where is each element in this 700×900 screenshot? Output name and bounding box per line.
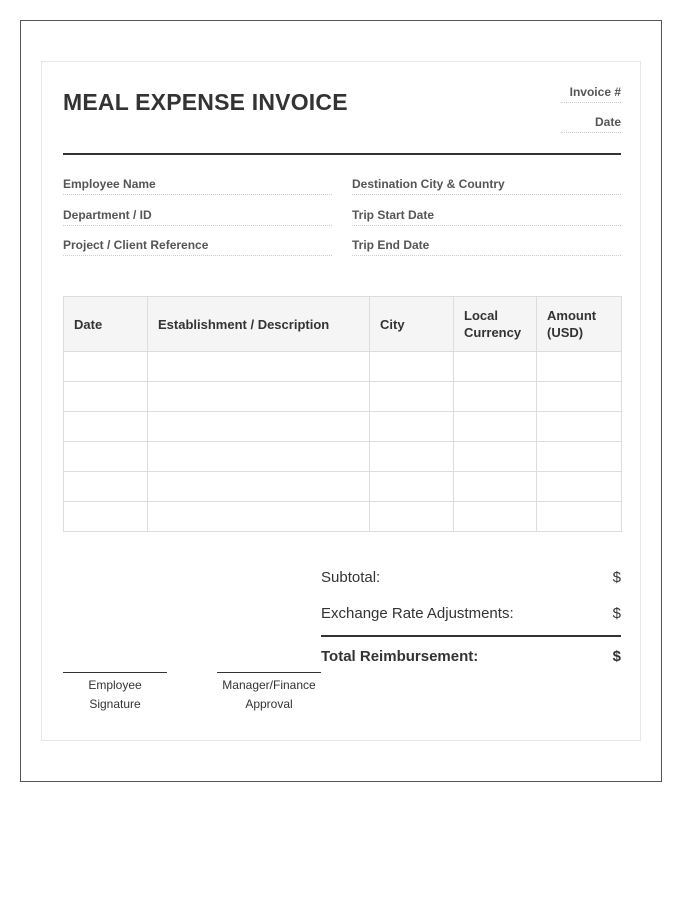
table-row: [64, 442, 622, 472]
table-cell[interactable]: [537, 502, 622, 532]
invoice-number-field[interactable]: Invoice #: [561, 85, 621, 103]
table-row: [64, 412, 622, 442]
invoice-title: MEAL EXPENSE INVOICE: [63, 89, 348, 115]
totals-section: [321, 559, 621, 671]
project-reference-field[interactable]: Project / Client Reference: [63, 238, 332, 256]
table-cell[interactable]: [537, 442, 622, 472]
table-row: [64, 382, 622, 412]
table-cell[interactable]: [148, 472, 370, 502]
column-header-local-currency: Local Currency: [454, 297, 537, 352]
table-cell[interactable]: [454, 502, 537, 532]
table-cell[interactable]: [370, 412, 454, 442]
table-cell[interactable]: [370, 442, 454, 472]
trip-end-date-field[interactable]: Trip End Date: [352, 238, 621, 256]
trip-start-date-field[interactable]: Trip Start Date: [352, 208, 621, 226]
table-row: [64, 472, 622, 502]
table-cell[interactable]: [454, 412, 537, 442]
table-cell[interactable]: [370, 502, 454, 532]
table-cell[interactable]: [537, 352, 622, 382]
table-body: [64, 352, 622, 532]
table-cell[interactable]: [370, 352, 454, 382]
table-cell[interactable]: [537, 472, 622, 502]
document-frame: [20, 20, 662, 782]
table-cell[interactable]: [148, 412, 370, 442]
column-header-description: Establishment / Description: [148, 297, 370, 352]
table-cell[interactable]: [64, 502, 148, 532]
table-cell[interactable]: [64, 472, 148, 502]
table-cell[interactable]: [537, 412, 622, 442]
employee-name-field[interactable]: Employee Name: [63, 177, 332, 195]
table-cell[interactable]: [64, 382, 148, 412]
table-cell[interactable]: [64, 442, 148, 472]
table-cell[interactable]: [370, 472, 454, 502]
invoice-sheet: [41, 61, 641, 741]
table-cell[interactable]: [454, 442, 537, 472]
table-cell[interactable]: [148, 442, 370, 472]
total-reimbursement-row: [321, 635, 621, 671]
table-cell[interactable]: [454, 382, 537, 412]
table-cell[interactable]: [537, 382, 622, 412]
invoice-date-field[interactable]: Date: [561, 115, 621, 133]
total-reimbursement-label: Total Reimbursement:: [321, 647, 479, 665]
table-cell[interactable]: [454, 352, 537, 382]
table-cell[interactable]: [64, 412, 148, 442]
table-cell[interactable]: [370, 382, 454, 412]
header-divider: [63, 153, 621, 155]
department-id-field[interactable]: Department / ID: [63, 208, 332, 226]
subtotal-row: [321, 559, 621, 595]
table-cell[interactable]: [148, 382, 370, 412]
subtotal-value[interactable]: $: [612, 568, 621, 586]
employee-signature-label-line1: Employee: [88, 678, 142, 692]
exchange-adjustment-row: [321, 595, 621, 631]
column-header-amount: Amount (USD): [537, 297, 622, 352]
table-row: [64, 352, 622, 382]
table-cell[interactable]: [148, 502, 370, 532]
manager-approval-label-line1: Manager/Finance: [222, 678, 316, 692]
table-cell[interactable]: [64, 352, 148, 382]
table-cell[interactable]: [148, 352, 370, 382]
exchange-adjustment-value[interactable]: $: [612, 604, 621, 622]
employee-signature-label-line2: Signature: [89, 697, 141, 711]
column-header-date: Date: [64, 297, 148, 352]
table-header-row: [64, 297, 622, 352]
destination-field[interactable]: Destination City & Country: [352, 177, 621, 195]
expense-table: [63, 296, 622, 532]
table-cell[interactable]: [454, 472, 537, 502]
total-reimbursement-value[interactable]: $: [612, 647, 621, 665]
subtotal-label: Subtotal:: [321, 568, 381, 586]
employee-signature-block[interactable]: [63, 672, 167, 714]
table-row: [64, 502, 622, 532]
manager-approval-label-line2: Approval: [245, 697, 293, 711]
exchange-adjustment-label: Exchange Rate Adjustments:: [321, 604, 514, 622]
manager-approval-block[interactable]: [217, 672, 321, 714]
column-header-city: City: [370, 297, 454, 352]
